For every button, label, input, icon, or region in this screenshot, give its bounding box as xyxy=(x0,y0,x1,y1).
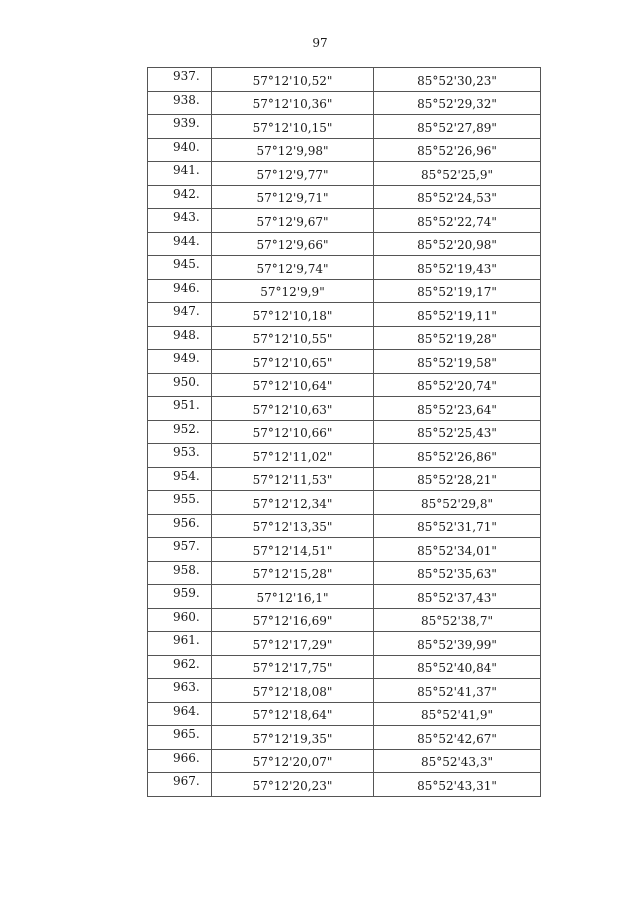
latitude-cell: 57°12'9,71" xyxy=(212,185,374,209)
table-row xyxy=(148,467,541,491)
longitude-cell: 85°52'25,43" xyxy=(374,420,541,444)
table-row xyxy=(148,279,541,303)
table-row xyxy=(148,561,541,585)
latitude-cell: 57°12'9,66" xyxy=(212,232,374,256)
point-number-cell: 955. xyxy=(148,491,212,515)
longitude-cell: 85°52'23,64" xyxy=(374,397,541,421)
latitude-cell: 57°12'10,18" xyxy=(212,303,374,327)
table-row xyxy=(148,162,541,186)
point-number-cell: 958. xyxy=(148,561,212,585)
longitude-cell: 85°52'19,11" xyxy=(374,303,541,327)
longitude-cell: 85°52'35,63" xyxy=(374,561,541,585)
longitude-cell: 85°52'34,01" xyxy=(374,538,541,562)
latitude-cell: 57°12'10,15" xyxy=(212,115,374,139)
latitude-cell: 57°12'10,63" xyxy=(212,397,374,421)
table-row xyxy=(148,702,541,726)
latitude-cell: 57°12'11,02" xyxy=(212,444,374,468)
point-number-cell: 942. xyxy=(148,185,212,209)
point-number-cell: 945. xyxy=(148,256,212,280)
table-row xyxy=(148,420,541,444)
longitude-cell: 85°52'26,86" xyxy=(374,444,541,468)
table-row xyxy=(148,68,541,92)
table-row xyxy=(148,185,541,209)
point-number-cell: 956. xyxy=(148,514,212,538)
latitude-cell: 57°12'10,64" xyxy=(212,373,374,397)
longitude-cell: 85°52'30,23" xyxy=(374,68,541,92)
table-row xyxy=(148,256,541,280)
latitude-cell: 57°12'18,64" xyxy=(212,702,374,726)
point-number-cell: 943. xyxy=(148,209,212,233)
longitude-cell: 85°52'20,74" xyxy=(374,373,541,397)
longitude-cell: 85°52'27,89" xyxy=(374,115,541,139)
latitude-cell: 57°12'9,74" xyxy=(212,256,374,280)
longitude-cell: 85°52'19,28" xyxy=(374,326,541,350)
point-number-cell: 950. xyxy=(148,373,212,397)
latitude-cell: 57°12'12,34" xyxy=(212,491,374,515)
latitude-cell: 57°12'16,69" xyxy=(212,608,374,632)
point-number-cell: 948. xyxy=(148,326,212,350)
point-number-cell: 954. xyxy=(148,467,212,491)
longitude-cell: 85°52'41,37" xyxy=(374,679,541,703)
table-row xyxy=(148,773,541,797)
table-row xyxy=(148,115,541,139)
table-row xyxy=(148,726,541,750)
longitude-cell: 85°52'40,84" xyxy=(374,655,541,679)
latitude-cell: 57°12'10,66" xyxy=(212,420,374,444)
coordinates-table xyxy=(147,67,541,797)
table-row xyxy=(148,373,541,397)
longitude-cell: 85°52'26,96" xyxy=(374,138,541,162)
point-number-cell: 937. xyxy=(148,68,212,92)
latitude-cell: 57°12'16,1" xyxy=(212,585,374,609)
longitude-cell: 85°52'19,43" xyxy=(374,256,541,280)
table-row xyxy=(148,514,541,538)
table-row xyxy=(148,232,541,256)
point-number-cell: 961. xyxy=(148,632,212,656)
point-number-cell: 964. xyxy=(148,702,212,726)
latitude-cell: 57°12'9,9" xyxy=(212,279,374,303)
table-row xyxy=(148,632,541,656)
longitude-cell: 85°52'31,71" xyxy=(374,514,541,538)
longitude-cell: 85°52'43,31" xyxy=(374,773,541,797)
latitude-cell: 57°12'19,35" xyxy=(212,726,374,750)
point-number-cell: 963. xyxy=(148,679,212,703)
longitude-cell: 85°52'19,17" xyxy=(374,279,541,303)
latitude-cell: 57°12'10,52" xyxy=(212,68,374,92)
point-number-cell: 957. xyxy=(148,538,212,562)
latitude-cell: 57°12'20,07" xyxy=(212,749,374,773)
latitude-cell: 57°12'14,51" xyxy=(212,538,374,562)
table-row xyxy=(148,538,541,562)
longitude-cell: 85°52'29,8" xyxy=(374,491,541,515)
point-number-cell: 949. xyxy=(148,350,212,374)
table-row xyxy=(148,303,541,327)
longitude-cell: 85°52'39,99" xyxy=(374,632,541,656)
table-row xyxy=(148,444,541,468)
table-row xyxy=(148,749,541,773)
point-number-cell: 952. xyxy=(148,420,212,444)
table-row xyxy=(148,91,541,115)
point-number-cell: 965. xyxy=(148,726,212,750)
point-number-cell: 938. xyxy=(148,91,212,115)
longitude-cell: 85°52'41,9" xyxy=(374,702,541,726)
latitude-cell: 57°12'20,23" xyxy=(212,773,374,797)
latitude-cell: 57°12'15,28" xyxy=(212,561,374,585)
point-number-cell: 951. xyxy=(148,397,212,421)
longitude-cell: 85°52'20,98" xyxy=(374,232,541,256)
table-row xyxy=(148,491,541,515)
table-row xyxy=(148,397,541,421)
latitude-cell: 57°12'9,67" xyxy=(212,209,374,233)
table-row xyxy=(148,138,541,162)
point-number-cell: 947. xyxy=(148,303,212,327)
table-row xyxy=(148,350,541,374)
point-number-cell: 960. xyxy=(148,608,212,632)
table-row xyxy=(148,655,541,679)
point-number-cell: 959. xyxy=(148,585,212,609)
table-row xyxy=(148,608,541,632)
latitude-cell: 57°12'11,53" xyxy=(212,467,374,491)
point-number-cell: 953. xyxy=(148,444,212,468)
longitude-cell: 85°52'25,9" xyxy=(374,162,541,186)
table-row xyxy=(148,679,541,703)
point-number-cell: 940. xyxy=(148,138,212,162)
longitude-cell: 85°52'22,74" xyxy=(374,209,541,233)
longitude-cell: 85°52'24,53" xyxy=(374,185,541,209)
coordinates-table-body xyxy=(148,68,541,797)
page-number: 97 xyxy=(312,36,328,50)
latitude-cell: 57°12'9,98" xyxy=(212,138,374,162)
latitude-cell: 57°12'10,65" xyxy=(212,350,374,374)
longitude-cell: 85°52'29,32" xyxy=(374,91,541,115)
latitude-cell: 57°12'13,35" xyxy=(212,514,374,538)
point-number-cell: 946. xyxy=(148,279,212,303)
latitude-cell: 57°12'10,36" xyxy=(212,91,374,115)
latitude-cell: 57°12'10,55" xyxy=(212,326,374,350)
point-number-cell: 941. xyxy=(148,162,212,186)
longitude-cell: 85°52'19,58" xyxy=(374,350,541,374)
table-row xyxy=(148,209,541,233)
table-row xyxy=(148,326,541,350)
latitude-cell: 57°12'17,29" xyxy=(212,632,374,656)
longitude-cell: 85°52'28,21" xyxy=(374,467,541,491)
point-number-cell: 939. xyxy=(148,115,212,139)
latitude-cell: 57°12'18,08" xyxy=(212,679,374,703)
point-number-cell: 944. xyxy=(148,232,212,256)
longitude-cell: 85°52'42,67" xyxy=(374,726,541,750)
latitude-cell: 57°12'9,77" xyxy=(212,162,374,186)
longitude-cell: 85°52'38,7" xyxy=(374,608,541,632)
table-row xyxy=(148,585,541,609)
longitude-cell: 85°52'43,3" xyxy=(374,749,541,773)
point-number-cell: 966. xyxy=(148,749,212,773)
point-number-cell: 967. xyxy=(148,773,212,797)
latitude-cell: 57°12'17,75" xyxy=(212,655,374,679)
longitude-cell: 85°52'37,43" xyxy=(374,585,541,609)
point-number-cell: 962. xyxy=(148,655,212,679)
